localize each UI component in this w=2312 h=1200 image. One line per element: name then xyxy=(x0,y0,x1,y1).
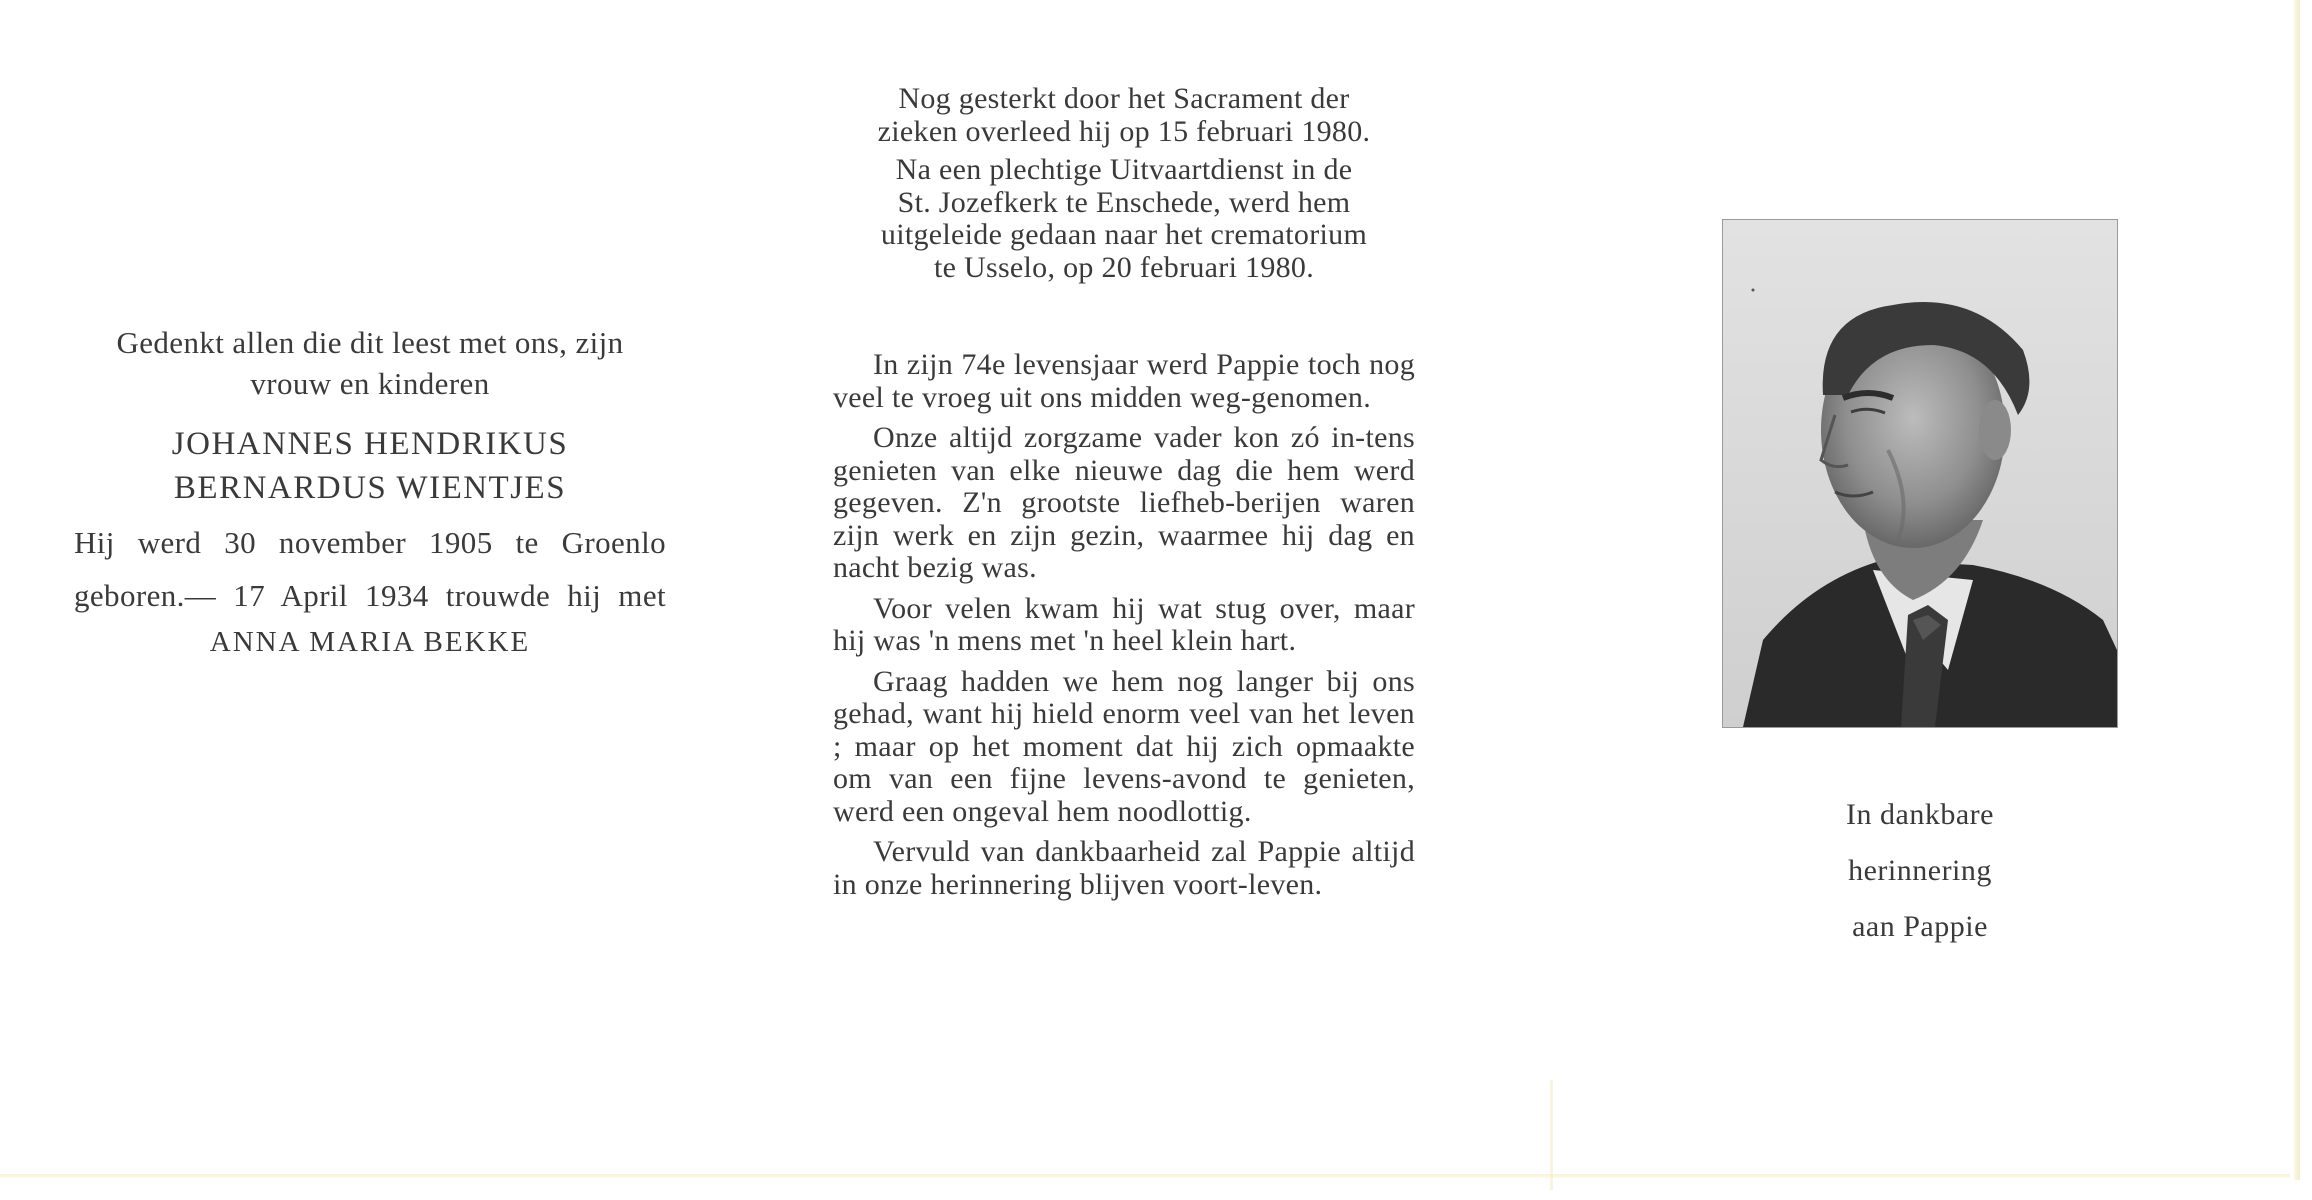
birth-line-2: geboren.— 17 April 1934 trouwde hij met xyxy=(74,578,666,613)
eulogy-paragraph-1: In zijn 74e levensjaar werd Pappie toch nog veel te vroeg uit ons midden weg-genomen. xyxy=(833,348,1415,414)
spouse-name: ANNA MARIA BEKKE xyxy=(209,626,531,658)
portrait-photo xyxy=(1722,219,2118,728)
deceased-name-line-1: JOHANNES HENDRIKUS xyxy=(171,426,569,462)
birth-line-1: Hij werd 30 november 1905 te Groenlo xyxy=(74,525,666,560)
funeral-line-4: te Usselo, op 20 februari 1980. xyxy=(933,250,1315,284)
caption-line-2: herinnering xyxy=(1848,854,1992,887)
middle-panel xyxy=(833,83,1415,909)
caption-line-3: aan Pappie xyxy=(1852,910,1988,943)
photo-caption xyxy=(1790,787,2050,955)
paper-fold xyxy=(1550,1080,1553,1190)
paper-edge-bottom xyxy=(0,1174,2290,1178)
funeral-line-1: Na een plechtige Uitvaartdienst in de xyxy=(895,153,1353,186)
eulogy-paragraph-2: Onze altijd zorgzame vader kon zó in-tens genieten van elke nieuwe dag die hem werd gegeven. Z'n grootste liefheb-berijen waren zijn werk en zijn gezin, waarmee hij dag en nacht bezig was. xyxy=(833,421,1415,584)
death-notice xyxy=(833,83,1415,284)
deceased-name xyxy=(60,422,680,510)
eulogy-paragraph-5: Vervuld van dankbaarheid zal Pappie altijd in onze herinnering blijven voort-leven. xyxy=(833,835,1415,901)
portrait-illustration xyxy=(1723,220,2117,727)
paper-edge-right xyxy=(2294,0,2300,1180)
dedication-line-2: vrouw en kinderen xyxy=(250,366,490,401)
caption-line-1: In dankbare xyxy=(1846,798,1994,831)
funeral-line-2: St. Jozefkerk te Enschede, werd hem xyxy=(897,185,1351,219)
eulogy-paragraph-4: Graag hadden we hem nog langer bij ons gehad, want hij hield enorm veel van het leven ; maar op het moment dat hij zich opmaakte om van een fijne levens-avond te genieten, werd een ongeval hem noodlottig. xyxy=(833,664,1415,828)
deceased-name-line-2: BERNARDUS WIENTJES xyxy=(173,470,567,506)
left-panel xyxy=(60,322,680,663)
death-notice-line-2: zieken overleed hij op 15 februari 1980. xyxy=(877,114,1371,148)
funeral-line-3: uitgeleide gedaan naar het crematorium xyxy=(880,218,1368,251)
dedication-line-1: Gedenkt allen die dit leest met ons, zijn xyxy=(116,325,624,360)
eulogy-text xyxy=(833,349,1415,901)
death-notice-line-1: Nog gesterkt door het Sacrament der xyxy=(898,82,1350,115)
eulogy-paragraph-3: Voor velen kwam hij wat stug over, maar hij was 'n mens met 'n heel klein hart. xyxy=(833,591,1415,657)
